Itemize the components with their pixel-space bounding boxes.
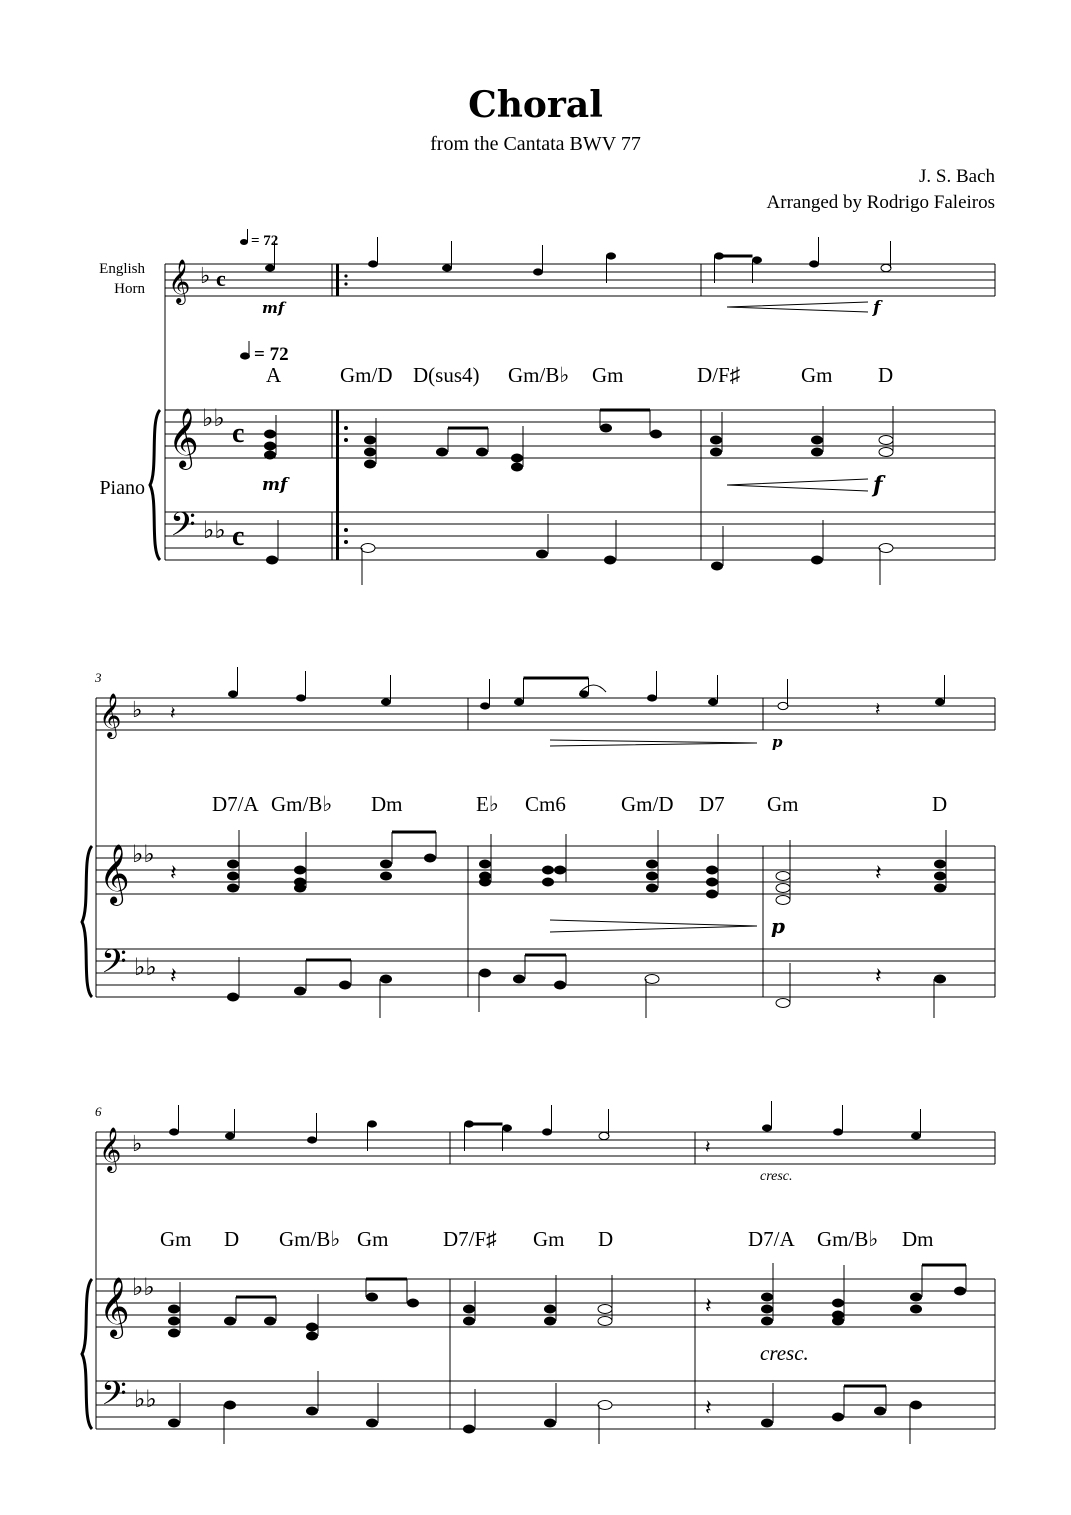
chord-symbol: Gm xyxy=(767,792,799,816)
tempo-text-horn: = 72 xyxy=(251,233,279,249)
piano-label: Piano xyxy=(99,477,145,499)
chord-symbols-row-2 xyxy=(212,792,947,816)
dynamic-mark: f xyxy=(873,298,881,318)
chord-symbol: D/F♯ xyxy=(697,363,741,387)
piano-treble-staff xyxy=(96,830,995,997)
system-3 xyxy=(82,1101,995,1444)
quarter-rest-icon: 𝄽 xyxy=(705,1293,712,1318)
dynamic-mark: mf xyxy=(262,299,285,317)
chord-symbol: Gm/B♭ xyxy=(508,363,570,387)
chord-symbol: D7/A xyxy=(748,1227,795,1251)
flat-key-signature-icon: ♭♭ xyxy=(132,1275,155,1301)
arranger-credit: Arranged by Rodrigo Faleiros xyxy=(766,192,995,213)
flat-key-signature-icon: ♭♭ xyxy=(202,406,225,432)
chord-symbol: Gm/B♭ xyxy=(817,1227,879,1251)
dynamic-mark: p xyxy=(772,733,783,751)
system-1 xyxy=(99,229,995,585)
expression-mark: cresc. xyxy=(760,1169,793,1184)
chord-symbol: Dm xyxy=(902,1227,934,1251)
crescendo-hairpin xyxy=(727,479,868,491)
measure-number: 6 xyxy=(95,1104,102,1119)
flat-key-signature-icon: ♭♭ xyxy=(134,955,157,981)
english-horn-label-1: English xyxy=(99,261,145,277)
tempo-text-piano: = 72 xyxy=(254,344,289,365)
flat-key-signature-icon: ♭♭ xyxy=(203,518,226,544)
dynamic-mark: mf xyxy=(262,475,288,495)
english-horn-staff xyxy=(96,667,995,997)
piano-treble-staff xyxy=(165,406,995,560)
quarter-rest-icon: 𝄽 xyxy=(705,1395,712,1420)
chord-symbol: D7 xyxy=(699,792,725,816)
bass-clef-icon: 𝄢 xyxy=(101,1375,127,1420)
piano-bass-staff xyxy=(165,506,995,585)
chord-symbol: Gm xyxy=(160,1227,192,1251)
quarter-rest-icon: 𝄽 xyxy=(170,860,177,885)
flat-key-signature-icon: ♭♭ xyxy=(132,842,155,868)
chord-symbol: D xyxy=(224,1227,240,1251)
chord-symbol: Gm/D xyxy=(340,363,393,387)
english-horn-staff xyxy=(96,1101,995,1429)
english-horn-label-2: Horn xyxy=(114,281,145,297)
bass-clef-icon: 𝄢 xyxy=(170,506,196,551)
chord-symbols-row-3 xyxy=(160,1227,934,1251)
chord-symbol: Gm xyxy=(592,363,624,387)
common-time-icon: c xyxy=(232,418,245,449)
chord-symbol: D7/F♯ xyxy=(443,1227,497,1251)
dynamic-mark: f xyxy=(873,472,883,498)
piano-brace-icon xyxy=(82,1279,92,1429)
quarter-rest-icon: 𝄽 xyxy=(170,703,176,723)
piano-bass-staff xyxy=(96,1371,995,1444)
dynamic-mark: p xyxy=(771,914,785,938)
chord-symbol: Gm/D xyxy=(621,792,674,816)
composer-credit: J. S. Bach xyxy=(919,166,995,187)
flat-key-signature-icon: ♭ xyxy=(200,263,211,288)
chord-symbol: Cm6 xyxy=(525,792,566,816)
chord-symbol: D xyxy=(598,1227,614,1251)
score-title: Choral xyxy=(468,84,603,126)
common-time-icon: c xyxy=(232,521,245,552)
tempo-marking-horn xyxy=(240,229,278,249)
chord-symbol: E♭ xyxy=(476,792,499,816)
flat-key-signature-icon: ♭♭ xyxy=(134,1387,157,1413)
flat-key-signature-icon: ♭ xyxy=(132,1131,143,1156)
bass-clef-icon: 𝄢 xyxy=(101,943,127,988)
chord-symbol: D xyxy=(878,363,894,387)
chord-symbol: D xyxy=(932,792,948,816)
piano-brace-icon xyxy=(82,846,92,997)
quarter-rest-icon: 𝄽 xyxy=(170,963,177,988)
treble-clef-icon: 𝄞 xyxy=(99,846,130,903)
quarter-rest-icon: 𝄽 xyxy=(875,963,882,988)
quarter-rest-icon: 𝄽 xyxy=(875,860,882,885)
piano-brace-icon xyxy=(150,410,160,560)
quarter-rest-icon: 𝄽 xyxy=(705,1137,711,1157)
expression-mark: cresc. xyxy=(760,1341,809,1365)
crescendo-hairpin xyxy=(727,302,868,312)
treble-clef-icon: 𝄞 xyxy=(99,1129,122,1171)
chord-symbol: Gm xyxy=(801,363,833,387)
chord-symbol: Dm xyxy=(371,792,403,816)
tempo-marking-piano xyxy=(240,341,289,365)
flat-key-signature-icon: ♭ xyxy=(132,697,143,722)
treble-clef-icon: 𝄞 xyxy=(168,410,199,467)
chord-symbol: D7/A xyxy=(212,792,259,816)
chord-symbol: D(sus4) xyxy=(413,363,480,387)
treble-clef-icon: 𝄞 xyxy=(99,695,122,737)
score-subtitle: from the Cantata BWV 77 xyxy=(430,133,641,155)
chord-symbol: Gm/B♭ xyxy=(271,792,333,816)
chord-symbol: Gm xyxy=(357,1227,389,1251)
measure-number: 3 xyxy=(95,670,102,685)
chord-symbols-row-1 xyxy=(266,363,893,387)
system-2 xyxy=(82,667,995,1018)
chord-symbol: Gm/B♭ xyxy=(279,1227,341,1251)
common-time-icon: c xyxy=(216,266,226,291)
quarter-rest-icon: 𝄽 xyxy=(875,699,881,719)
treble-clef-icon: 𝄞 xyxy=(99,1279,130,1336)
piano-bass-staff xyxy=(96,943,995,1018)
decrescendo-hairpin xyxy=(550,920,757,932)
treble-clef-icon: 𝄞 xyxy=(168,261,191,303)
chord-symbol: A xyxy=(266,363,282,387)
chord-symbol: Gm xyxy=(533,1227,565,1251)
decrescendo-hairpin xyxy=(550,740,757,746)
